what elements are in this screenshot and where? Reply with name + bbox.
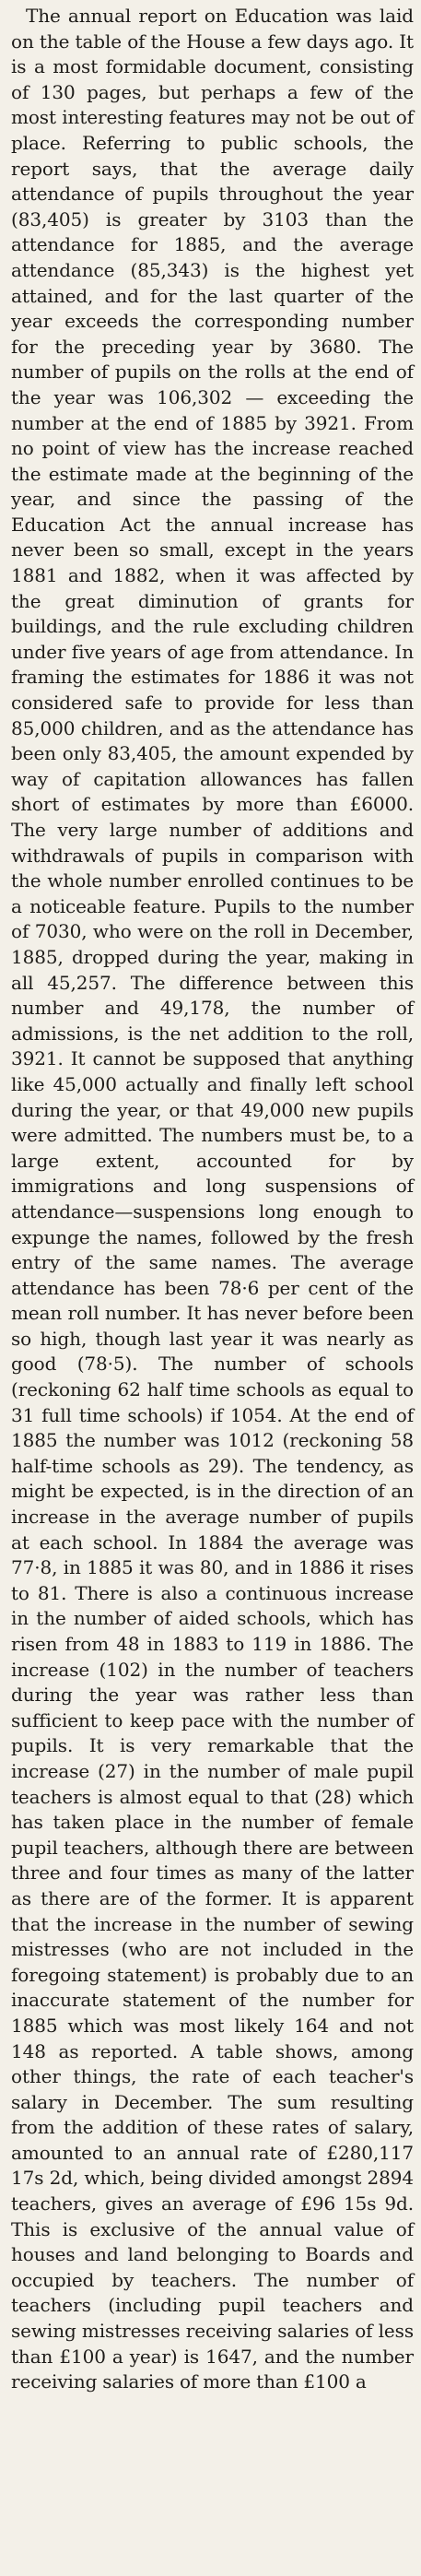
article-body-text: The annual report on Education was laid on the table of the House a few days ago. It is a most formidable document, consisting of 130 pages, but perhaps a few of the most interesting features may not be out of place. Referring to public schools, the report says, that the average daily attendance of pupils throughout the year (83,405) is greater by 3103 than the attendance for 1885, and the average attendance (85,343) is the highest yet attained, and for the last quarter of the year exceeds the corresponding number for the preceding year by 3680. The number of pupils on the rolls at the end of the year was 106,302 — exceeding the number at the end of 1885 by 3921. From no point of view has the increase reached the estimate made at the beginning of the year, and since the passing of the Education Act the annual increase has never been so small, except in the years 1881 and 1882, when it was affected by the great diminution of grants for buildings, and the rule excluding children under five years of age from attendance. In framing the estimates for 1886 it was not considered safe to provide for less than 85,000 children, and as the attendance has been only 83,405, the amount expended by way of capitation allowances has fallen short of estimates by more than £6000. The very large number of additions and withdrawals of pupils in comparison with the whole number enrolled continues to be a noticeable feature. Pupils to the number of 7030, who were on the roll in December, 1885, dropped during the year, making in all 45,257. The difference between this number and 49,178, the number of admissions, is the net addition to the roll, 3921. It cannot be supposed that anything like 45,000 actually and finally left school during the year, or that 49,000 new pupils were admitted. The numbers must be, to a large extent, accounted for by immigrations and long suspensions of attendance—suspensions long enough to expunge the names, followed by the fresh entry of the same names. The average attendance has been 78·6 per cent of the mean roll number. It has never before been so high, though last year it was nearly as good (78·5). The number of schools (reckoning 62 half time schools as equal to 31 full time schools) if 1054. At the end of 1885 the number was 1012 (reckoning 58 half-time schools as 29). The tendency, as might be expected, is in the direction of an increase in the average number of pupils at each school. In 1884 the average was 77·8, in 1885 it was 80, and in 1886 it rises to 81. There is also a continuous increase in the number of aided schools, which has risen from 48 in 1883 to 119 in 1886. The increase (102) in the number of teachers during the year was rather less than sufficient to keep pace with the number of pupils. It is very remarkable that the increase (27) in the number of male pupil teachers is almost equal to that (28) which has taken place in the number of female pupil teachers, although there are between three and four times as many of the latter as there are of the former. It is apparent that the increase in the number of sewing mistresses (who are not included in the foregoing statement) is probably due to an inaccurate statement of the number for 1885 which was most likely 164 and not 148 as reported. A table shows, among other things, the rate of each teacher's salary in December. The sum resulting from the addition of these rates of salary, amounted to an annual rate of £280,117 17s 2d, which, being divided amongst 2894 teachers, gives an average of £96 15s 9d. This is exclusive of the annual value of houses and land belonging to Boards and occupied by teachers. The number of teachers (including pupil teachers and sewing mistresses receiving salaries of less than £100 a year) is 1647, and the number receiving salaries of more than £100 a (11, 5, 414, 2393)
education-report-article (11, 4, 414, 2395)
